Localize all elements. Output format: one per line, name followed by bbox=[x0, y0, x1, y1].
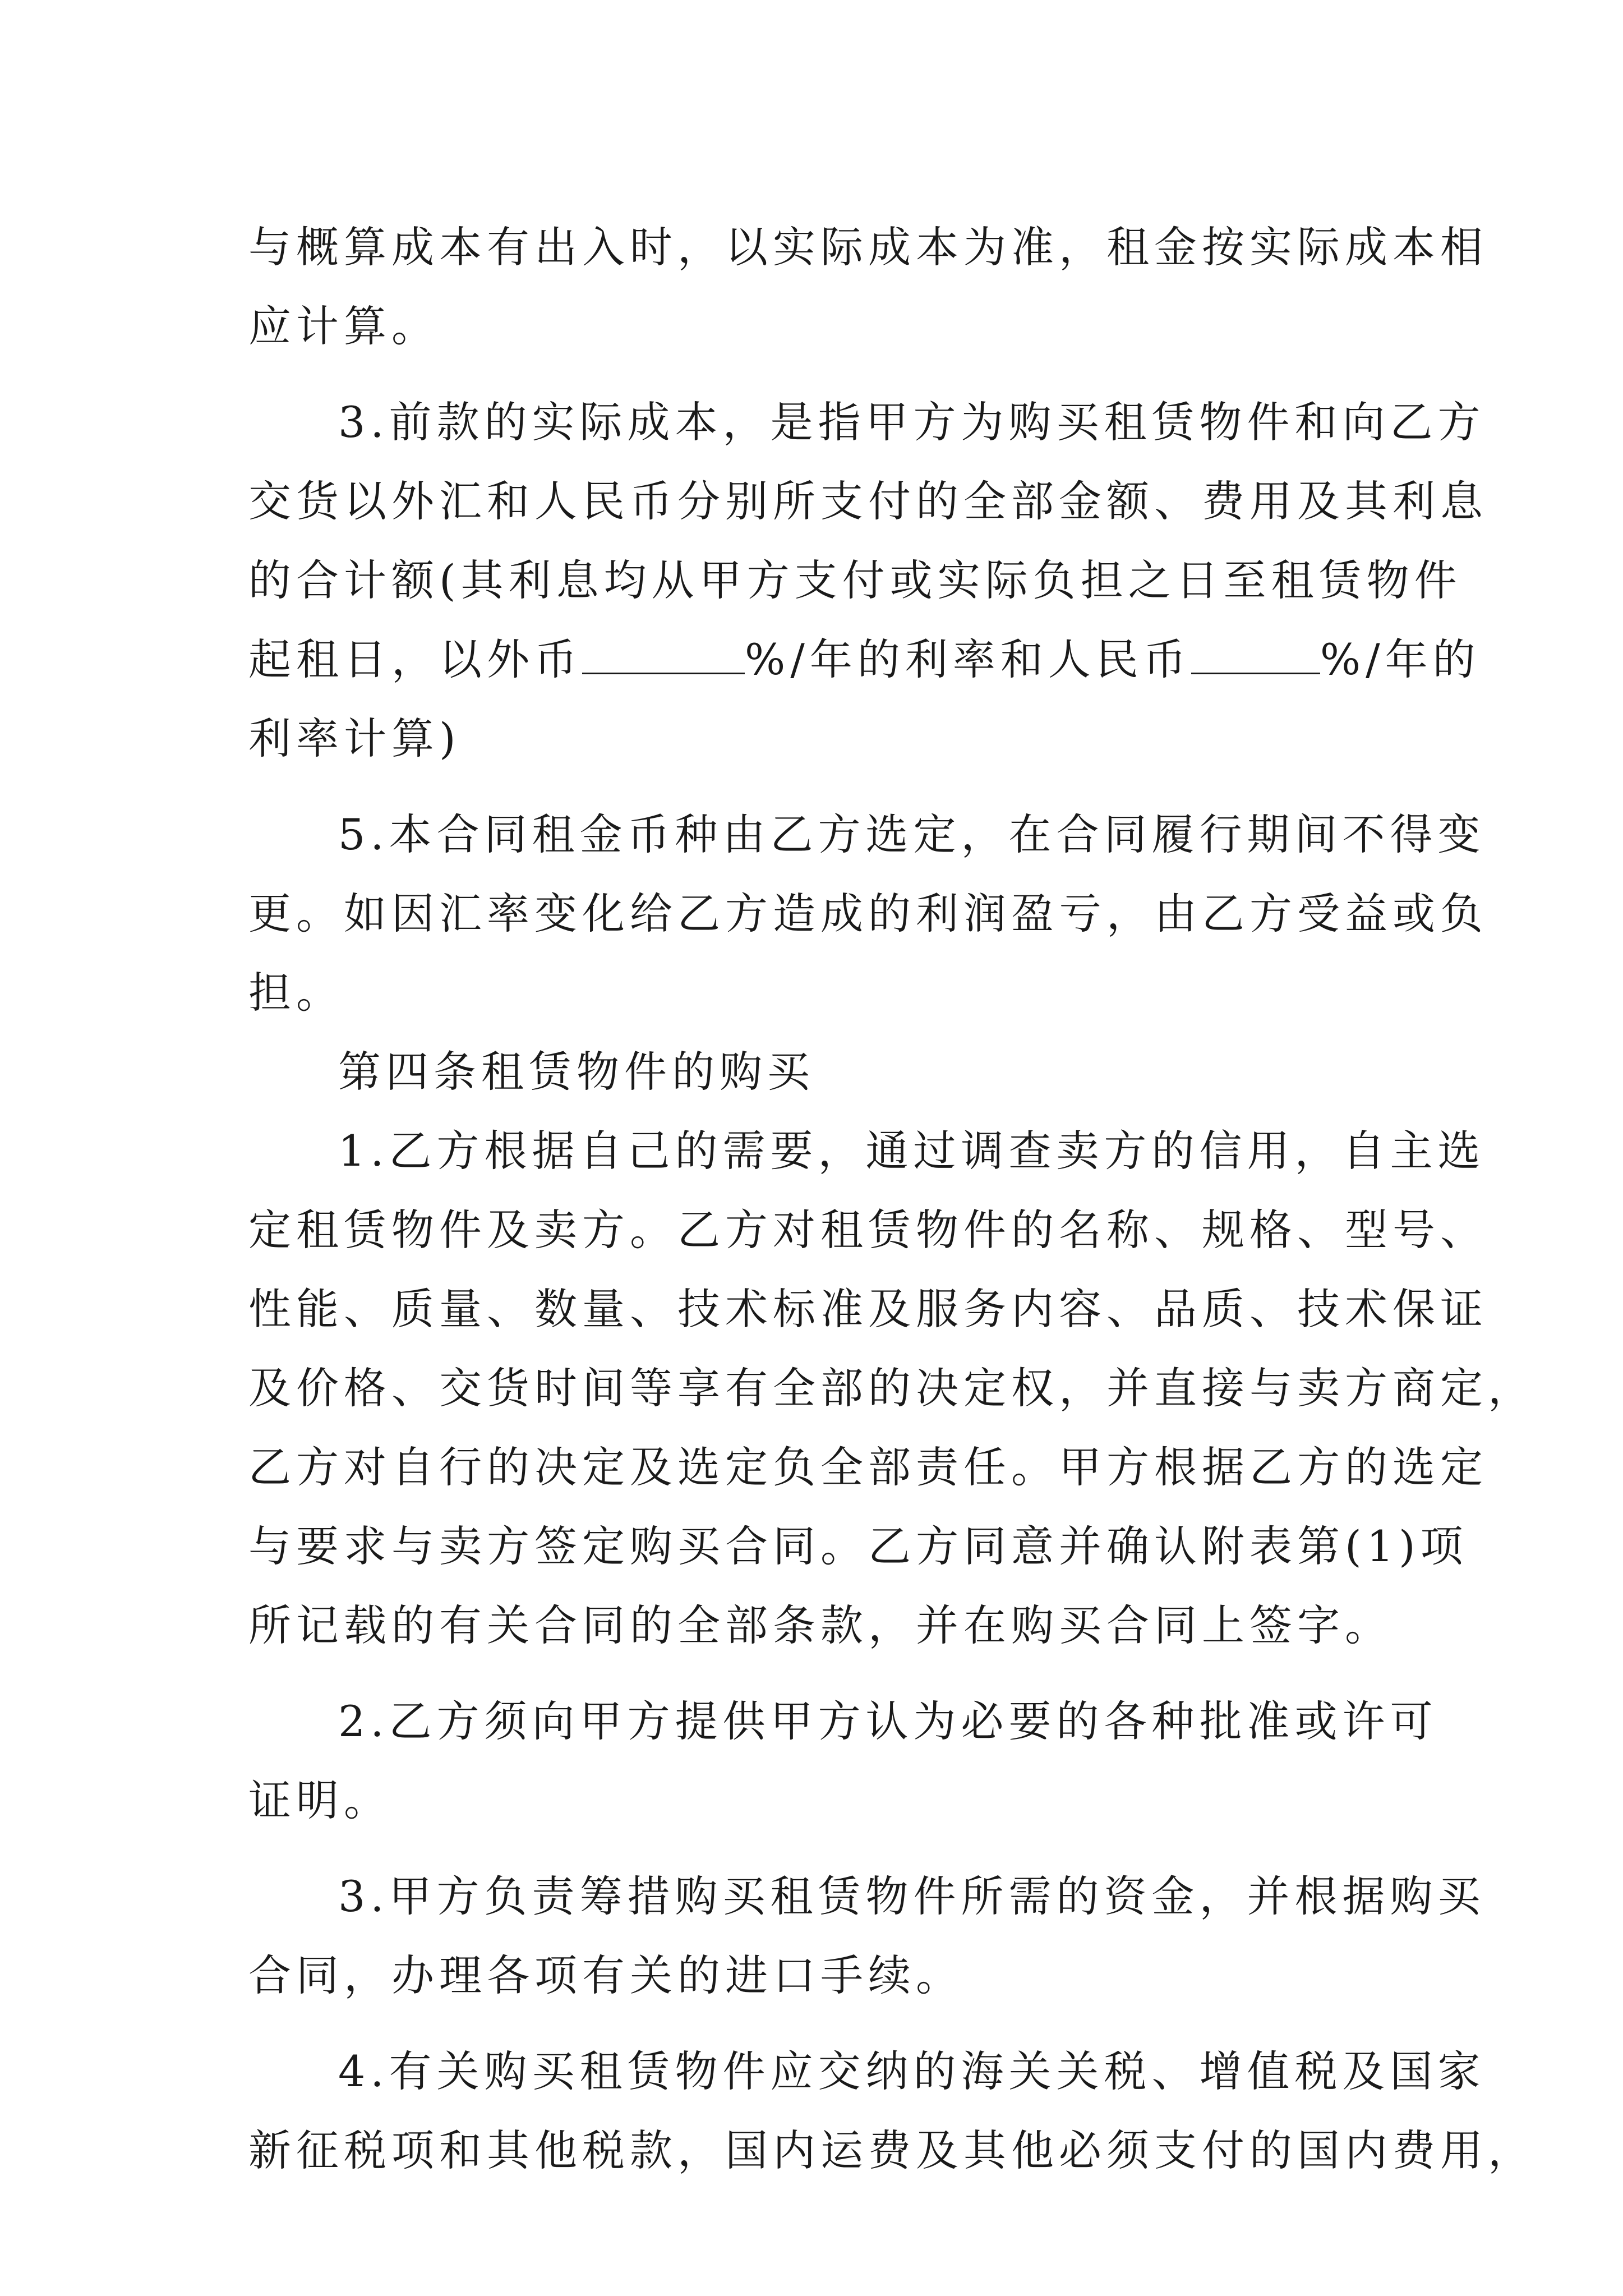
text-line: 性能、质量、数量、技术标准及服务内容、品质、技术保证 bbox=[248, 1284, 1488, 1334]
fill-blank-foreign-rate bbox=[582, 639, 745, 674]
text-line: 4.有关购买租赁物件应交纳的海关关税、增值税及国家 bbox=[338, 2046, 1486, 2096]
text-line: 定租赁物件及卖方。乙方对租赁物件的名称、规格、型号、 bbox=[248, 1205, 1488, 1255]
text-line: 担。 bbox=[248, 968, 344, 1018]
text-line: 的合计额(其利息均从甲方支付或实际负担之日至租赁物件 bbox=[248, 555, 1462, 605]
fill-blank-rmb-rate bbox=[1191, 639, 1320, 674]
text-fragment: %/年的利率和人民币 bbox=[745, 634, 1191, 684]
text-line: 5.本合同租金币种由乙方选定，在合同履行期间不得变 bbox=[338, 809, 1486, 859]
text-line: 与要求与卖方签定购买合同。乙方同意并确认附表第(1)项 bbox=[248, 1521, 1468, 1571]
text-line: 乙方对自行的决定及选定负全部责任。甲方根据乙方的选定 bbox=[248, 1442, 1488, 1492]
text-line: 及价格、交货时间等享有全部的决定权，并直接与卖方商定， bbox=[248, 1363, 1536, 1413]
text-line: 合同，办理各项有关的进口手续。 bbox=[248, 1950, 963, 2000]
text-line: 应计算。 bbox=[248, 301, 439, 351]
text-line: 与概算成本有出入时，以实际成本为准，租金按实际成本相 bbox=[248, 222, 1488, 272]
text-fragment: %/年的 bbox=[1320, 634, 1481, 684]
text-line: 3.前款的实际成本，是指甲方为购买租赁物件和向乙方 bbox=[338, 397, 1486, 447]
text-line: 2.乙方须向甲方提供甲方认为必要的各种批准或许可 bbox=[338, 1696, 1438, 1746]
text-line-with-blanks bbox=[248, 620, 1481, 699]
text-line: 交货以外汇和人民币分别所支付的全部金额、费用及其利息 bbox=[248, 476, 1488, 526]
text-line: 所记载的有关合同的全部条款，并在购买合同上签字。 bbox=[248, 1600, 1393, 1650]
text-line: 1.乙方根据自己的需要，通过调查卖方的信用，自主选 bbox=[338, 1126, 1486, 1176]
text-line: 利率计算) bbox=[248, 714, 461, 763]
contract-text bbox=[248, 208, 1536, 2190]
text-line: 新征税项和其他税款，国内运费及其他必须支付的国内费用， bbox=[248, 2125, 1536, 2175]
text-line: 3.甲方负责筹措购买租赁物件所需的资金，并根据购买 bbox=[338, 1871, 1486, 1921]
section-heading: 第四条租赁物件的购买 bbox=[338, 1047, 815, 1097]
text-fragment: 起租日，以外币 bbox=[248, 634, 582, 684]
text-line: 更。如因汇率变化给乙方造成的利润盈亏，由乙方受益或负 bbox=[248, 889, 1488, 938]
text-line: 证明。 bbox=[248, 1775, 391, 1825]
